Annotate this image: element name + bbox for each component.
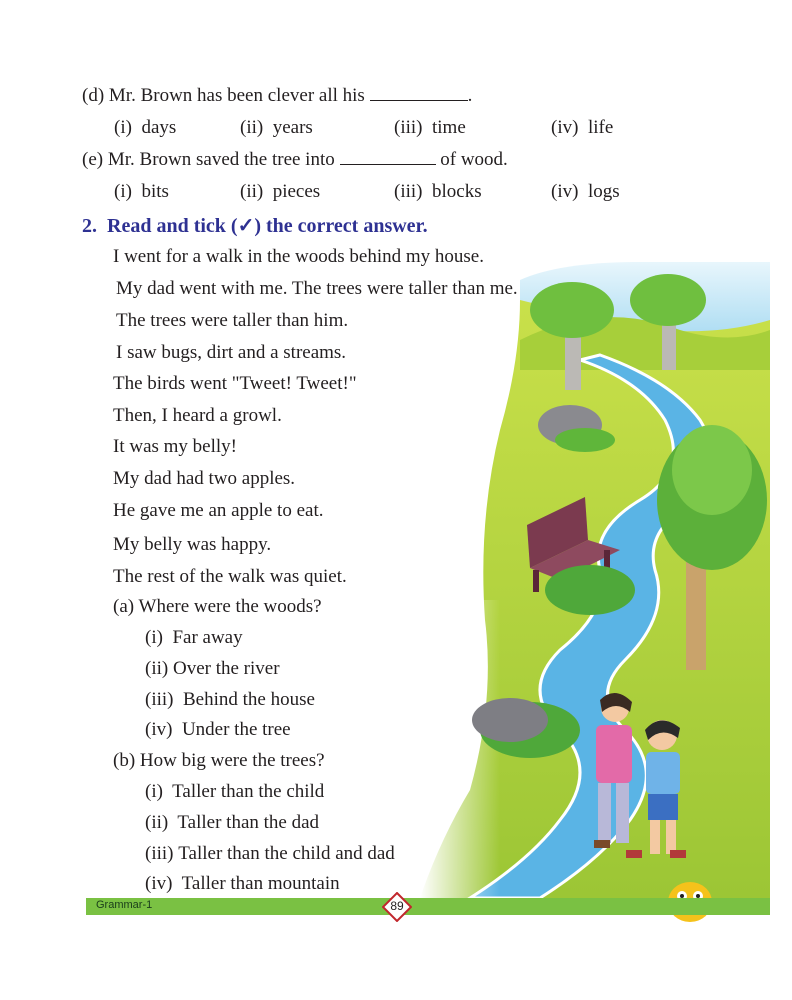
option-text: Taller than the child and dad <box>178 843 395 864</box>
option-2a-2[interactable] <box>145 658 280 680</box>
story-line: I went for a walk in the woods behind my house. <box>113 246 484 267</box>
option-num: (i) <box>114 117 132 138</box>
option-num: (ii) <box>145 658 169 679</box>
option-e-1[interactable] <box>114 181 169 203</box>
option-num: (iii) <box>145 843 174 864</box>
option-text: Far away <box>172 627 243 648</box>
option-2a-3[interactable] <box>145 689 315 711</box>
story-line: The birds went "Tweet! Tweet!" <box>113 373 357 394</box>
option-e-3[interactable] <box>394 181 482 203</box>
answer-blank-e[interactable] <box>340 150 436 165</box>
section-title: Read and tick (✓) the correct answer. <box>107 215 428 237</box>
option-text: days <box>141 117 177 138</box>
story-line: The rest of the walk was quiet. <box>113 566 347 587</box>
option-num: (ii) <box>145 812 169 833</box>
option-text: Taller than mountain <box>181 873 340 894</box>
option-num: (iii) <box>145 689 174 710</box>
option-num: (iv) <box>145 719 173 740</box>
story-line: It was my belly! <box>113 436 238 457</box>
option-e-2[interactable] <box>240 181 320 203</box>
option-num: (i) <box>145 781 163 802</box>
question-d-end: . <box>467 85 473 106</box>
option-text: Under the tree <box>181 719 291 740</box>
option-num: (iv) <box>551 117 579 138</box>
option-text: blocks <box>432 181 482 202</box>
option-2a-4[interactable] <box>145 719 291 741</box>
question-d-text: Mr. Brown has been clever all his <box>108 85 365 106</box>
option-num: (iv) <box>145 873 173 894</box>
option-num: (i) <box>145 627 163 648</box>
option-e-4[interactable] <box>551 181 620 203</box>
option-num: (ii) <box>240 181 264 202</box>
option-d-2[interactable] <box>240 117 313 139</box>
option-text: bits <box>141 181 169 202</box>
option-text: Taller than the dad <box>177 812 320 833</box>
fade-overlay <box>420 600 500 898</box>
question-d-label: (d) <box>82 85 105 106</box>
story-line: He gave me an apple to eat. <box>113 500 324 521</box>
option-num: (i) <box>114 181 132 202</box>
option-text: Over the river <box>172 658 280 679</box>
question-2b-label: (b) <box>113 750 136 771</box>
question-2a <box>113 596 322 618</box>
story-line: Then, I heard a growl. <box>113 405 282 426</box>
option-2b-2[interactable] <box>145 812 319 834</box>
question-e <box>82 149 508 171</box>
question-2a-label: (a) <box>113 596 135 617</box>
question-2a-text: Where were the woods? <box>138 596 322 617</box>
option-num: (iv) <box>551 181 579 202</box>
question-d <box>82 85 472 107</box>
question-e-text: Mr. Brown saved the tree into <box>107 149 335 170</box>
option-text: years <box>272 117 313 138</box>
option-d-1[interactable] <box>114 117 176 139</box>
footer-bar <box>86 898 770 915</box>
option-num: (iii) <box>394 117 423 138</box>
section-2-heading <box>82 213 428 238</box>
option-text: logs <box>587 181 620 202</box>
option-2a-1[interactable] <box>145 627 243 649</box>
option-num: (iii) <box>394 181 423 202</box>
option-text: time <box>432 117 466 138</box>
book-title: Grammar-1 <box>96 899 153 911</box>
option-text: Taller than the child <box>172 781 325 802</box>
question-e-label: (e) <box>82 149 104 170</box>
story-line: My dad went with me. The trees were taller than me. <box>116 278 518 299</box>
option-2b-3[interactable] <box>145 843 395 865</box>
story-line: I saw bugs, dirt and a streams. <box>116 342 347 363</box>
bush <box>545 565 635 615</box>
question-2b <box>113 750 325 772</box>
story-line: The trees were taller than him. <box>116 310 349 331</box>
page-number: 89 <box>390 899 404 913</box>
option-text: life <box>587 117 614 138</box>
option-2b-1[interactable] <box>145 781 324 803</box>
option-2b-4[interactable] <box>145 873 340 895</box>
answer-blank-d[interactable] <box>370 86 468 101</box>
story-line: My dad had two apples. <box>113 468 296 489</box>
question-e-end: of wood. <box>440 149 508 170</box>
story-line: My belly was happy. <box>113 534 272 555</box>
option-num: (ii) <box>240 117 264 138</box>
option-text: pieces <box>272 181 321 202</box>
rock-lower <box>472 698 548 742</box>
option-d-4[interactable] <box>551 117 613 139</box>
section-number: 2. <box>82 215 97 237</box>
option-text: Behind the house <box>183 689 315 710</box>
option-d-3[interactable] <box>394 117 466 139</box>
question-2b-text: How big were the trees? <box>139 750 325 771</box>
